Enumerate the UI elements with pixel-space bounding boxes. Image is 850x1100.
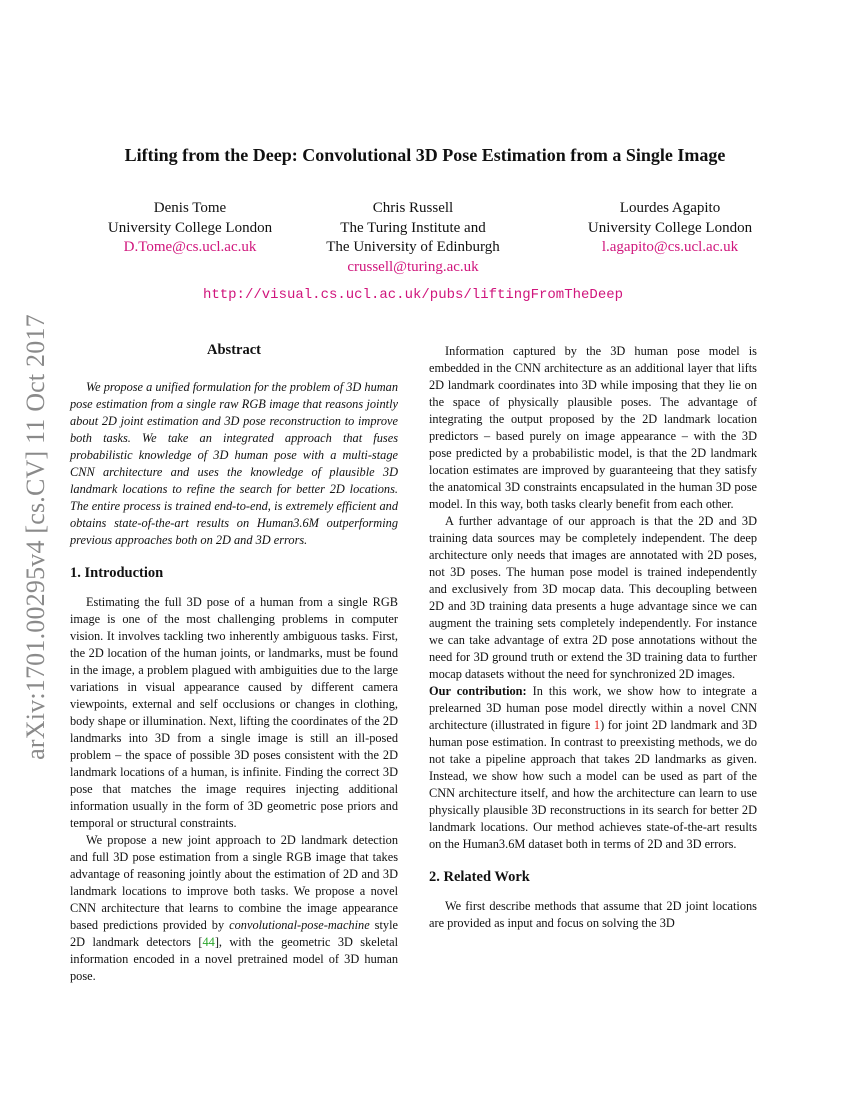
section-heading-related-work: 2. Related Work (429, 869, 530, 885)
author-block-1 (80, 199, 300, 258)
section-heading-introduction: 1. Introduction (70, 565, 164, 581)
author-block-3 (535, 199, 805, 258)
abstract-text: We propose a unified formulation for the problem of 3D human pose estimation from a single raw RGB image that reasons jointly about 2D joint estimation and 3D pose reconstruction to improve both tasks. We take an integrated approach that fuses probabilistic knowledge of 3D human pose with a multi-stage CNN architecture and uses the knowledge of plausible 3D landmark locations to refine the search for better 2D locations. The entire process is trained end-to-end, is extremely efficient and obtains state-of-the-art results on Human3.6M outperforming previous approaches both on 2D and 3D errors. (70, 380, 399, 547)
intro-p2-text: We propose a new joint approach to 2D landmark detection and full 3D pose estimation from a single RGB image that takes advantage of reasoning jointly about the estimation of 2D and 3D landmark locations to improve both tasks. We propose a novel CNN architecture that learns to combine the image appearance based predictions provided by (70, 833, 398, 932)
right-column (429, 343, 757, 932)
contribution-text: ) for joint 2D landmark and 3D human pose estimation. In contrast to preexisting methods, we do not take a pipeline approach that takes 2D landmarks as given. Instead, we show how such a model can be used as part of the CNN architecture itself, and how the architecture can learn to use physically plausible 3D reconstructions in its search for better 2D landmark locations. Our method achieves state-of-the-art results on the Human3.6M dataset both in terms of 2D and 3D errors. (429, 718, 758, 851)
contribution-paragraph (429, 683, 757, 853)
abstract-heading: Abstract (207, 342, 261, 358)
intro-p2-text: ], with the geometric 3D skeletal information encoded in a novel pretrained model of 3D human pose. (70, 935, 398, 983)
intro-paragraph-1: Estimating the full 3D pose of a human from a single RGB image is one of the most challenging problems in computer vision. It involves tackling two inherently ambiguous tasks. First, the 2D location of the human joints, or landmarks, must be found in the image, a problem plagued with ambiguities due to the large variations in visual appearance caused by different camera viewpoints, external and self occlusions or changes in clothing, body shape or illumination. Next, lifting the coordinates of the 2D landmarks into 3D from a single image is still an ill-posed problem – the space of possible 3D poses consistent with the 2D landmark locations of a human, is infinite. Finding the correct 3D pose that matches the image requires injecting additional information usually in the form of 3D geometric pose priors and temporal or structural constraints. (70, 595, 398, 830)
intro-paragraph-4: A further advantage of our approach is that the 2D and 3D training data sources may be completely independent. The deep architecture only needs that images are annotated with 2D poses, not 3D poses. The human pose model is trained independently and exclusively from 3D mocap data. This decoupling between 2D and 3D training data presents a huge advantage since we can augment the training sets completely independently. For instance we can take advantage of extra 2D pose annotations without the need for 3D ground truth or extend the 3D training data to further mocap datasets without the need for synchronized 2D images. (429, 514, 757, 681)
intro-p2-text: style 2D landmark detectors [ (70, 918, 398, 949)
paper-title: Lifting from the Deep: Convolutional 3D Pose Estimation from a Single Image (124, 145, 726, 165)
author-email-link[interactable]: D.Tome@cs.ucl.ac.uk (123, 239, 257, 255)
project-url-link[interactable]: http://visual.cs.ucl.ac.uk/pubs/liftingFromTheDeep (202, 287, 624, 303)
intro-p2-emphasis: convolutional-pose-machine (229, 918, 370, 932)
figure-ref-link[interactable]: 1 (593, 718, 601, 732)
author-name: Chris Russell (372, 200, 454, 216)
arxiv-id-text: arXiv:1701.00295v4 [cs.CV] 11 Oct 2017 (21, 314, 51, 760)
intro-paragraph-2 (70, 832, 398, 985)
contribution-text: In this work, we show how to integrate a prelearned 3D human pose model directly within a novel CNN architecture (illustrated in figure (429, 684, 757, 732)
author-name: Denis Tome (153, 200, 227, 216)
author-block-2 (303, 199, 523, 277)
author-email-link[interactable]: l.agapito@cs.ucl.ac.uk (601, 239, 739, 255)
author-affiliation: The University of Edinburgh (326, 239, 500, 255)
citation-link[interactable]: 44 (202, 935, 215, 949)
author-affiliation: University College London (587, 219, 753, 236)
contribution-label: Our contribution: (429, 684, 527, 698)
author-affiliation: University College London (107, 219, 273, 236)
author-affiliation: The Turing Institute and (340, 219, 486, 236)
related-paragraph-1: We first describe methods that assume that 2D joint locations are provided as input and focus on solving the 3D (429, 899, 757, 930)
author-email-link[interactable]: crussell@turing.ac.uk (347, 258, 479, 275)
author-name: Lourdes Agapito (619, 200, 721, 216)
left-column (70, 342, 398, 985)
intro-paragraph-3: Information captured by the 3D human pose model is embedded in the CNN architecture as an additional layer that lifts 2D landmark coordinates into 3D while imposing that they lie on the space of physically plausible poses. The advantage of integrating the output proposed by the 2D landmark location predictors – based purely on image appearance – with the 3D pose predicted by a probabilistic model, is that the 2D landmark location estimates are improved by guaranteeing that they satisfy the anatomical 3D constraints encapsulated in the human 3D pose model. In this way, both tasks clearly benefit from each other. (429, 344, 757, 511)
arxiv-stamp (10, 297, 62, 777)
